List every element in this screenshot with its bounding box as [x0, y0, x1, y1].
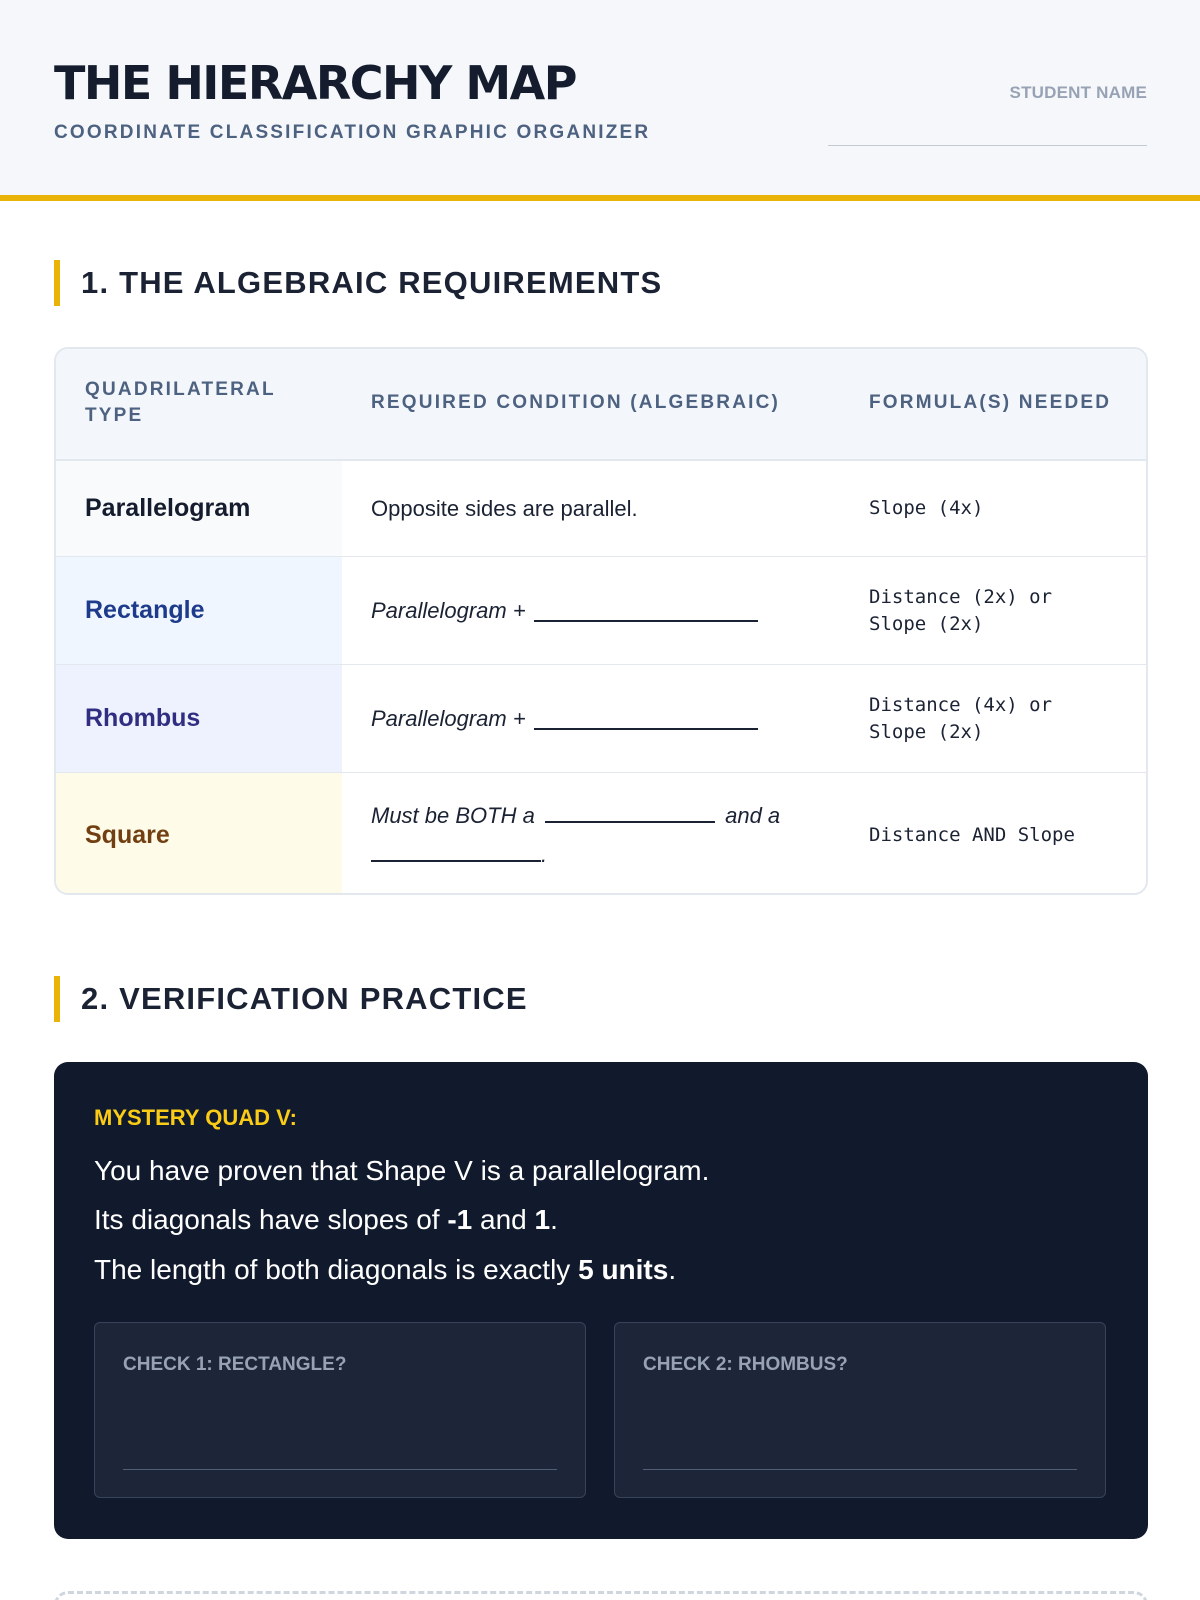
check-2-box	[614, 1322, 1106, 1498]
student-name-label: STUDENT NAME	[1009, 83, 1147, 102]
condition-parallelogram: Opposite sides are parallel.	[371, 496, 638, 521]
condition-text: .	[541, 842, 548, 867]
formula-parallelogram	[869, 461, 1139, 556]
diagonal-length: 5 units	[578, 1254, 669, 1285]
mystery-text: Its diagonals have slopes of	[94, 1204, 448, 1235]
section-2-title: 2. VERIFICATION PRACTICE	[54, 976, 528, 1022]
table-row-rhombus	[56, 665, 1146, 773]
answer-blank-square-2[interactable]	[371, 840, 541, 862]
type-rhombus: Rhombus	[56, 665, 342, 772]
next-section-box	[54, 1591, 1148, 1600]
check-2-answer-line[interactable]	[643, 1469, 1077, 1470]
table-row-rectangle	[56, 557, 1146, 665]
condition-text: and a	[725, 803, 781, 828]
answer-blank-square-1[interactable]	[545, 801, 715, 823]
check-2-label: CHECK 2: RHOMBUS?	[643, 1354, 848, 1375]
column-header-condition: REQUIRED CONDITION (ALGEBRAIC)	[371, 392, 781, 413]
check-1-label: CHECK 1: RECTANGLE?	[123, 1354, 347, 1375]
formula-text: Distance (2x) or	[869, 585, 1053, 608]
formula-text: Distance (4x) or	[869, 693, 1053, 716]
mystery-text: and	[472, 1204, 535, 1235]
page-header	[0, 0, 1200, 201]
formula-text: Slope (2x)	[869, 612, 984, 635]
column-header-formula: FORMULA(S) NEEDED	[869, 392, 1112, 413]
check-1-box	[94, 1322, 586, 1498]
student-name-field[interactable]	[828, 145, 1147, 146]
slope-value-1: -1	[447, 1204, 473, 1235]
formula-text: Slope (2x)	[869, 720, 984, 743]
mystery-text: .	[668, 1254, 677, 1285]
condition-text: Parallelogram +	[371, 598, 526, 623]
section-1-title: 1. THE ALGEBRAIC REQUIREMENTS	[54, 260, 662, 306]
condition-rhombus	[342, 665, 842, 772]
mystery-line-2	[94, 1202, 558, 1238]
mystery-text: .	[550, 1204, 558, 1235]
formula-rhombus	[869, 665, 1139, 772]
answer-blank-rectangle[interactable]	[534, 600, 758, 622]
condition-text: Parallelogram +	[371, 706, 526, 731]
formula-text: Distance AND Slope	[869, 823, 1075, 846]
table-row-parallelogram	[56, 461, 1146, 557]
mystery-quad-label: MYSTERY QUAD V:	[94, 1105, 297, 1130]
type-square: Square	[56, 773, 342, 895]
mystery-text: The length of both diagonals is exactly	[94, 1254, 579, 1285]
mystery-quad-card	[54, 1062, 1148, 1539]
table-header-row	[56, 349, 1146, 461]
mystery-line-1: You have proven that Shape V is a parallelogram.	[94, 1155, 710, 1186]
slope-value-2: 1	[534, 1204, 551, 1235]
column-header-type: QUADRILATERAL TYPE	[85, 379, 276, 426]
page-title: THE HIERARCHY MAP	[54, 56, 576, 110]
table-row-square	[56, 773, 1146, 895]
check-1-answer-line[interactable]	[123, 1469, 557, 1470]
requirements-table	[54, 347, 1148, 895]
type-rectangle: Rectangle	[56, 557, 342, 664]
mystery-line-3	[94, 1252, 676, 1288]
formula-rectangle	[869, 557, 1139, 664]
type-parallelogram: Parallelogram	[56, 461, 342, 556]
page-subtitle: COORDINATE CLASSIFICATION GRAPHIC ORGANIZER	[54, 122, 651, 143]
formula-text: Slope (4x)	[869, 497, 984, 519]
condition-text: Must be BOTH a	[371, 803, 535, 828]
formula-square	[869, 773, 1139, 895]
condition-square	[342, 773, 842, 895]
condition-rectangle	[342, 557, 842, 664]
answer-blank-rhombus[interactable]	[534, 708, 758, 730]
